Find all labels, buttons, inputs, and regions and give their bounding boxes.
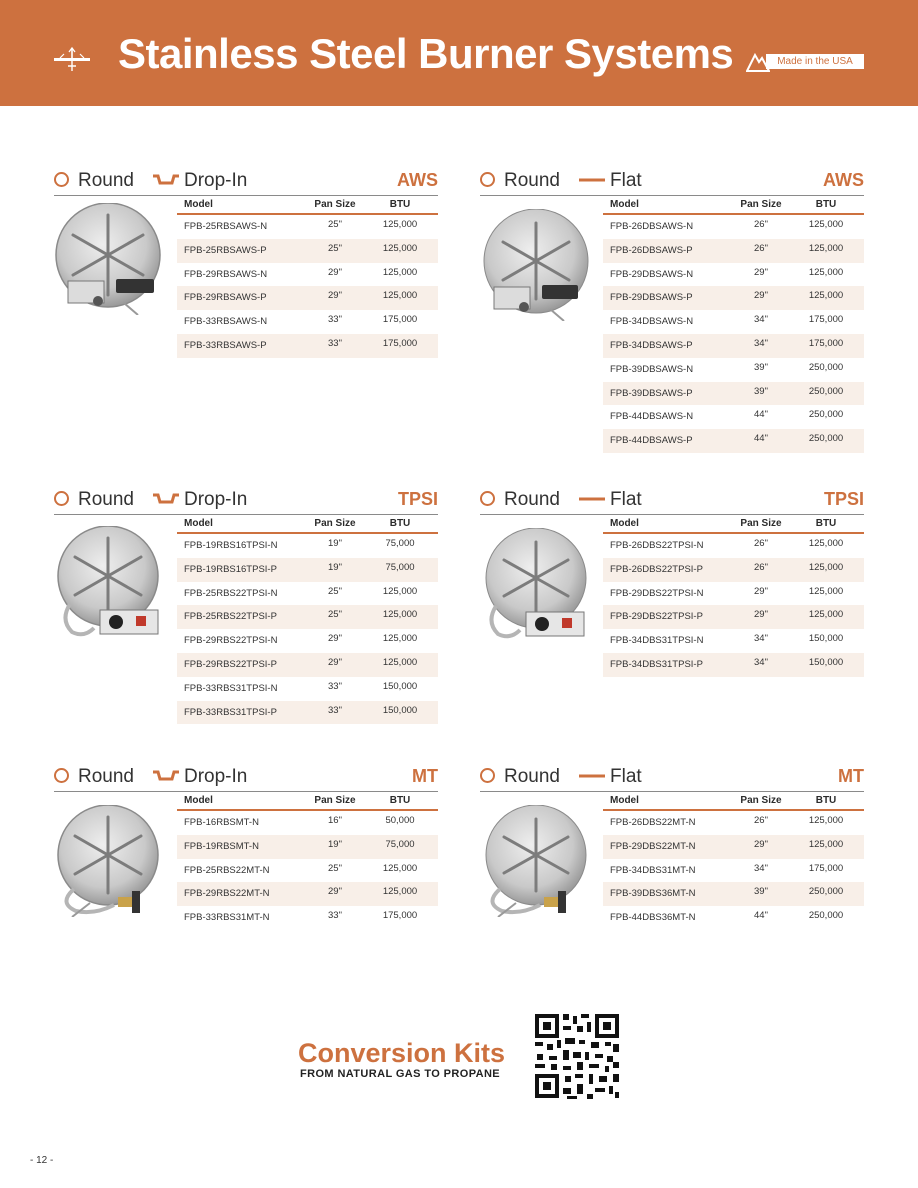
btu-cell: 250,000 — [808, 361, 844, 373]
table-row — [603, 405, 864, 429]
pan-size-cell: 25" — [328, 242, 342, 254]
table-header — [603, 792, 864, 811]
btu-cell: 125,000 — [382, 219, 418, 230]
btu-cell: 125,000 — [808, 242, 844, 254]
model-column-header: Model — [610, 199, 639, 210]
made-in-usa-badge — [746, 50, 864, 72]
pan-size-cell: 29" — [754, 585, 768, 597]
pan-size-cell: 33" — [328, 680, 342, 692]
table-row — [603, 558, 864, 582]
btu-cell: 150,000 — [808, 633, 844, 645]
made-in-usa-label: Made in the USA — [766, 54, 864, 69]
table-row — [177, 582, 438, 606]
model-cell: FPB-33RBS31TPSI-P — [184, 706, 277, 718]
conversion-kits-title: Conversion Kits — [298, 1038, 506, 1068]
section-header — [54, 488, 438, 515]
shape-label: Round — [504, 170, 560, 191]
btu-cell: 175,000 — [808, 314, 844, 326]
mount-label: Drop-In — [184, 170, 248, 191]
btu-column-header: BTU — [815, 199, 837, 210]
section-round-flat-aws — [480, 169, 864, 447]
model-cell: FPB-19RBS16TPSI-P — [184, 563, 277, 575]
table-row — [177, 835, 438, 859]
table-header — [603, 515, 864, 534]
btu-cell: 125,000 — [382, 609, 418, 621]
model-cell: FPB-39DBS36MT-N — [610, 888, 696, 900]
shape-label: Round — [78, 170, 134, 191]
pan-size-cell: 16" — [328, 815, 342, 826]
pan-size-cell: 19" — [328, 561, 342, 573]
mount-label: Drop-In — [184, 489, 248, 510]
btu-cell: 75,000 — [385, 538, 415, 549]
pan-size-cell: 25" — [328, 219, 342, 230]
shape-label: Round — [78, 489, 134, 510]
flat-icon — [578, 173, 606, 187]
btu-cell: 125,000 — [808, 538, 844, 549]
model-column-header: Model — [184, 199, 213, 210]
btu-cell: 175,000 — [382, 337, 418, 349]
pan-size-column-header: Pan Size — [314, 518, 356, 529]
pan-size-cell: 19" — [328, 838, 342, 850]
table-row — [603, 310, 864, 334]
table-row — [177, 629, 438, 653]
pan-size-cell: 33" — [328, 910, 342, 922]
pan-size-column-header: Pan Size — [740, 518, 782, 529]
model-column-header: Model — [184, 795, 213, 806]
model-cell: FPB-26DBSAWS-N — [610, 221, 694, 232]
page-header — [0, 0, 918, 106]
pan-size-column-header: Pan Size — [740, 199, 782, 210]
model-column-header: Model — [184, 518, 213, 529]
drop-in-icon — [152, 173, 180, 187]
burner-product-image — [54, 526, 166, 638]
model-column-header: Model — [610, 795, 639, 806]
model-cell: FPB-25RBS22TPSI-P — [184, 611, 277, 623]
model-cell: FPB-44DBSAWS-P — [610, 435, 693, 447]
model-cell: FPB-34DBS31MT-N — [610, 864, 696, 876]
table-row — [603, 653, 864, 677]
table-row — [603, 906, 864, 930]
pan-size-cell: 33" — [328, 704, 342, 716]
table-row — [177, 286, 438, 310]
btu-column-header: BTU — [389, 795, 411, 806]
table-row — [177, 263, 438, 287]
table-row — [603, 582, 864, 606]
table-row — [603, 358, 864, 382]
model-cell: FPB-29DBS22TPSI-P — [610, 611, 703, 623]
page-number: - 12 - — [30, 1155, 54, 1166]
model-cell: FPB-29RBSAWS-N — [184, 268, 268, 280]
model-cell: FPB-25RBS22MT-N — [184, 864, 270, 876]
section-header — [480, 488, 864, 515]
pan-size-column-header: Pan Size — [740, 795, 782, 806]
model-column-header: Model — [610, 518, 639, 529]
table-row — [603, 382, 864, 406]
table-body — [603, 215, 864, 453]
model-cell: FPB-34DBS31TPSI-P — [610, 658, 703, 670]
model-cell: FPB-19RBSMT-N — [184, 840, 259, 852]
btu-cell: 125,000 — [808, 585, 844, 597]
table-row — [603, 859, 864, 883]
pan-size-cell: 29" — [754, 609, 768, 621]
pan-size-cell: 34" — [754, 314, 768, 326]
model-cell: FPB-29DBS22TPSI-N — [610, 587, 704, 599]
table-row — [603, 882, 864, 906]
btu-cell: 175,000 — [382, 910, 418, 922]
table-row — [177, 558, 438, 582]
pan-size-cell: 26" — [754, 219, 768, 230]
model-cell: FPB-29RBS22MT-N — [184, 888, 270, 900]
section-round-drop-in-aws — [54, 169, 438, 351]
pan-size-cell: 33" — [328, 337, 342, 349]
round-shape-icon — [54, 491, 69, 506]
page-title: Stainless Steel Burner Systems — [118, 30, 734, 77]
shape-label: Round — [504, 489, 560, 510]
table-row — [603, 835, 864, 859]
round-shape-icon — [54, 768, 69, 783]
model-cell: FPB-19RBS16TPSI-N — [184, 540, 278, 551]
section-round-drop-in-mt — [54, 765, 438, 924]
pan-size-cell: 39" — [754, 886, 768, 898]
btu-cell: 175,000 — [382, 314, 418, 326]
round-shape-icon — [480, 768, 495, 783]
btu-cell: 175,000 — [808, 862, 844, 874]
btu-cell: 250,000 — [808, 433, 844, 445]
mount-label: Flat — [610, 489, 642, 510]
model-cell: FPB-34DBSAWS-N — [610, 316, 694, 328]
table-row — [177, 882, 438, 906]
table-row — [603, 334, 864, 358]
pan-size-cell: 39" — [754, 361, 768, 373]
pan-size-cell: 34" — [754, 337, 768, 349]
table-row — [177, 677, 438, 701]
btu-cell: 250,000 — [808, 910, 844, 922]
system-label: TPSI — [397, 489, 438, 509]
conversion-kits-subtitle: FROM NATURAL GAS TO PROPANE — [300, 1068, 501, 1080]
btu-cell: 125,000 — [382, 266, 418, 278]
model-table — [177, 792, 438, 930]
table-row — [177, 906, 438, 930]
shape-label: Round — [78, 766, 134, 787]
flat-icon — [578, 769, 606, 783]
model-cell: FPB-44DBSAWS-N — [610, 411, 694, 423]
pan-size-cell: 29" — [754, 290, 768, 302]
model-cell: FPB-33RBS31MT-N — [184, 912, 270, 924]
drop-in-icon — [152, 492, 180, 506]
btu-cell: 150,000 — [808, 656, 844, 668]
model-table — [603, 792, 864, 930]
model-cell: FPB-33RBS31TPSI-N — [184, 682, 278, 694]
model-cell: FPB-26DBSAWS-P — [610, 244, 693, 256]
model-cell: FPB-34DBS31TPSI-N — [610, 635, 704, 647]
table-row — [177, 215, 438, 239]
model-table — [603, 196, 864, 453]
btu-cell: 125,000 — [808, 838, 844, 850]
section-header — [480, 169, 864, 196]
pan-size-cell: 44" — [754, 433, 768, 445]
btu-cell: 125,000 — [382, 633, 418, 645]
table-row — [603, 605, 864, 629]
model-cell: FPB-29DBSAWS-N — [610, 268, 694, 280]
model-table — [177, 515, 438, 724]
pan-size-cell: 29" — [328, 633, 342, 645]
btu-cell: 125,000 — [382, 656, 418, 668]
table-body — [177, 811, 438, 930]
btu-cell: 125,000 — [808, 266, 844, 278]
btu-cell: 125,000 — [808, 609, 844, 621]
round-shape-icon — [480, 172, 495, 187]
model-cell: FPB-26DBS22TPSI-P — [610, 563, 703, 575]
table-row — [603, 629, 864, 653]
table-row — [177, 859, 438, 883]
table-body — [177, 215, 438, 358]
system-label: AWS — [822, 170, 864, 190]
round-shape-icon — [54, 172, 69, 187]
btu-cell: 250,000 — [808, 385, 844, 397]
btu-cell: 125,000 — [808, 219, 844, 230]
table-row — [177, 310, 438, 334]
model-cell: FPB-29DBSAWS-P — [610, 292, 693, 304]
pan-size-cell: 34" — [754, 633, 768, 645]
btu-cell: 125,000 — [382, 585, 418, 597]
section-round-flat-tpsi — [480, 488, 864, 670]
section-header — [54, 765, 438, 792]
round-shape-icon — [480, 491, 495, 506]
btu-cell: 175,000 — [808, 337, 844, 349]
model-cell: FPB-44DBS36MT-N — [610, 912, 696, 924]
btu-cell: 125,000 — [808, 290, 844, 302]
btu-cell: 125,000 — [808, 815, 844, 826]
pan-size-cell: 26" — [754, 561, 768, 573]
drop-in-icon — [152, 769, 180, 783]
btu-column-header: BTU — [815, 518, 837, 529]
table-row — [603, 215, 864, 239]
table-body — [603, 811, 864, 930]
table-row — [603, 239, 864, 263]
pan-size-cell: 29" — [754, 838, 768, 850]
table-header — [177, 515, 438, 534]
section-header — [54, 169, 438, 196]
flat-icon — [578, 492, 606, 506]
mount-label: Flat — [610, 766, 642, 787]
table-row — [177, 534, 438, 558]
table-body — [177, 534, 438, 724]
pan-size-cell: 25" — [328, 862, 342, 874]
qr-code-icon[interactable] — [533, 1012, 621, 1100]
model-cell: FPB-34DBSAWS-P — [610, 339, 693, 351]
section-header — [480, 765, 864, 792]
btu-cell: 125,000 — [382, 290, 418, 302]
table-row — [603, 429, 864, 453]
btu-cell: 150,000 — [382, 704, 418, 716]
pan-size-cell: 29" — [328, 290, 342, 302]
pan-size-cell: 39" — [754, 385, 768, 397]
model-cell: FPB-26DBS22MT-N — [610, 817, 696, 828]
table-row — [603, 534, 864, 558]
mount-label: Drop-In — [184, 766, 248, 787]
btu-cell: 125,000 — [382, 862, 418, 874]
btu-cell: 250,000 — [808, 886, 844, 898]
model-cell: FPB-33RBSAWS-P — [184, 339, 267, 351]
btu-cell: 250,000 — [808, 409, 844, 421]
btu-cell: 125,000 — [382, 242, 418, 254]
pan-size-cell: 25" — [328, 585, 342, 597]
system-label: TPSI — [823, 489, 864, 509]
burner-product-image — [480, 209, 592, 321]
pan-size-cell: 26" — [754, 815, 768, 826]
table-header — [177, 196, 438, 215]
table-body — [603, 534, 864, 677]
pan-size-column-header: Pan Size — [314, 199, 356, 210]
model-cell: FPB-33RBSAWS-N — [184, 316, 268, 328]
pan-size-cell: 29" — [754, 266, 768, 278]
system-label: AWS — [396, 170, 438, 190]
btu-column-header: BTU — [389, 199, 411, 210]
table-row — [177, 811, 438, 835]
section-round-flat-mt — [480, 765, 864, 924]
btu-cell: 125,000 — [382, 886, 418, 898]
model-cell: FPB-25RBS22TPSI-N — [184, 587, 278, 599]
model-cell: FPB-29DBS22MT-N — [610, 840, 696, 852]
model-cell: FPB-26DBS22TPSI-N — [610, 540, 704, 551]
pan-size-cell: 26" — [754, 538, 768, 549]
model-cell: FPB-29RBS22TPSI-N — [184, 635, 278, 647]
btu-cell: 50,000 — [385, 815, 415, 826]
pan-size-cell: 25" — [328, 609, 342, 621]
pan-size-cell: 44" — [754, 910, 768, 922]
burner-product-image — [480, 805, 592, 917]
pan-size-cell: 19" — [328, 538, 342, 549]
pan-size-cell: 44" — [754, 409, 768, 421]
pan-size-cell: 34" — [754, 862, 768, 874]
btu-cell: 125,000 — [808, 561, 844, 573]
burner-product-image — [54, 203, 166, 315]
btu-column-header: BTU — [389, 518, 411, 529]
pan-size-cell: 33" — [328, 314, 342, 326]
model-cell: FPB-16RBSMT-N — [184, 817, 259, 828]
table-row — [177, 334, 438, 358]
fire-pit-logo-icon — [52, 44, 92, 74]
mount-label: Flat — [610, 170, 642, 191]
shape-label: Round — [504, 766, 560, 787]
btu-cell: 75,000 — [385, 561, 415, 573]
burner-product-image — [54, 805, 166, 917]
pan-size-cell: 34" — [754, 656, 768, 668]
pan-size-cell: 29" — [328, 886, 342, 898]
table-row — [177, 239, 438, 263]
system-label: MT — [838, 766, 864, 786]
table-row — [177, 701, 438, 725]
burner-product-image — [480, 528, 592, 640]
btu-cell: 150,000 — [382, 680, 418, 692]
section-round-drop-in-tpsi — [54, 488, 438, 718]
table-header — [603, 196, 864, 215]
pan-size-cell: 29" — [328, 266, 342, 278]
model-cell: FPB-29RBSAWS-P — [184, 292, 267, 304]
model-cell: FPB-25RBSAWS-P — [184, 244, 267, 256]
pan-size-cell: 26" — [754, 242, 768, 254]
table-row — [603, 263, 864, 287]
btu-cell: 75,000 — [385, 838, 415, 850]
table-row — [177, 653, 438, 677]
pan-size-column-header: Pan Size — [314, 795, 356, 806]
model-cell: FPB-39DBSAWS-N — [610, 363, 694, 375]
model-table — [177, 196, 438, 358]
table-header — [177, 792, 438, 811]
pan-size-cell: 29" — [328, 656, 342, 668]
table-row — [603, 811, 864, 835]
btu-column-header: BTU — [815, 795, 837, 806]
model-cell: FPB-39DBSAWS-P — [610, 387, 693, 399]
model-table — [603, 515, 864, 677]
system-label: MT — [412, 766, 438, 786]
model-cell: FPB-25RBSAWS-N — [184, 221, 268, 232]
model-cell: FPB-29RBS22TPSI-P — [184, 658, 277, 670]
table-row — [603, 286, 864, 310]
table-row — [177, 605, 438, 629]
